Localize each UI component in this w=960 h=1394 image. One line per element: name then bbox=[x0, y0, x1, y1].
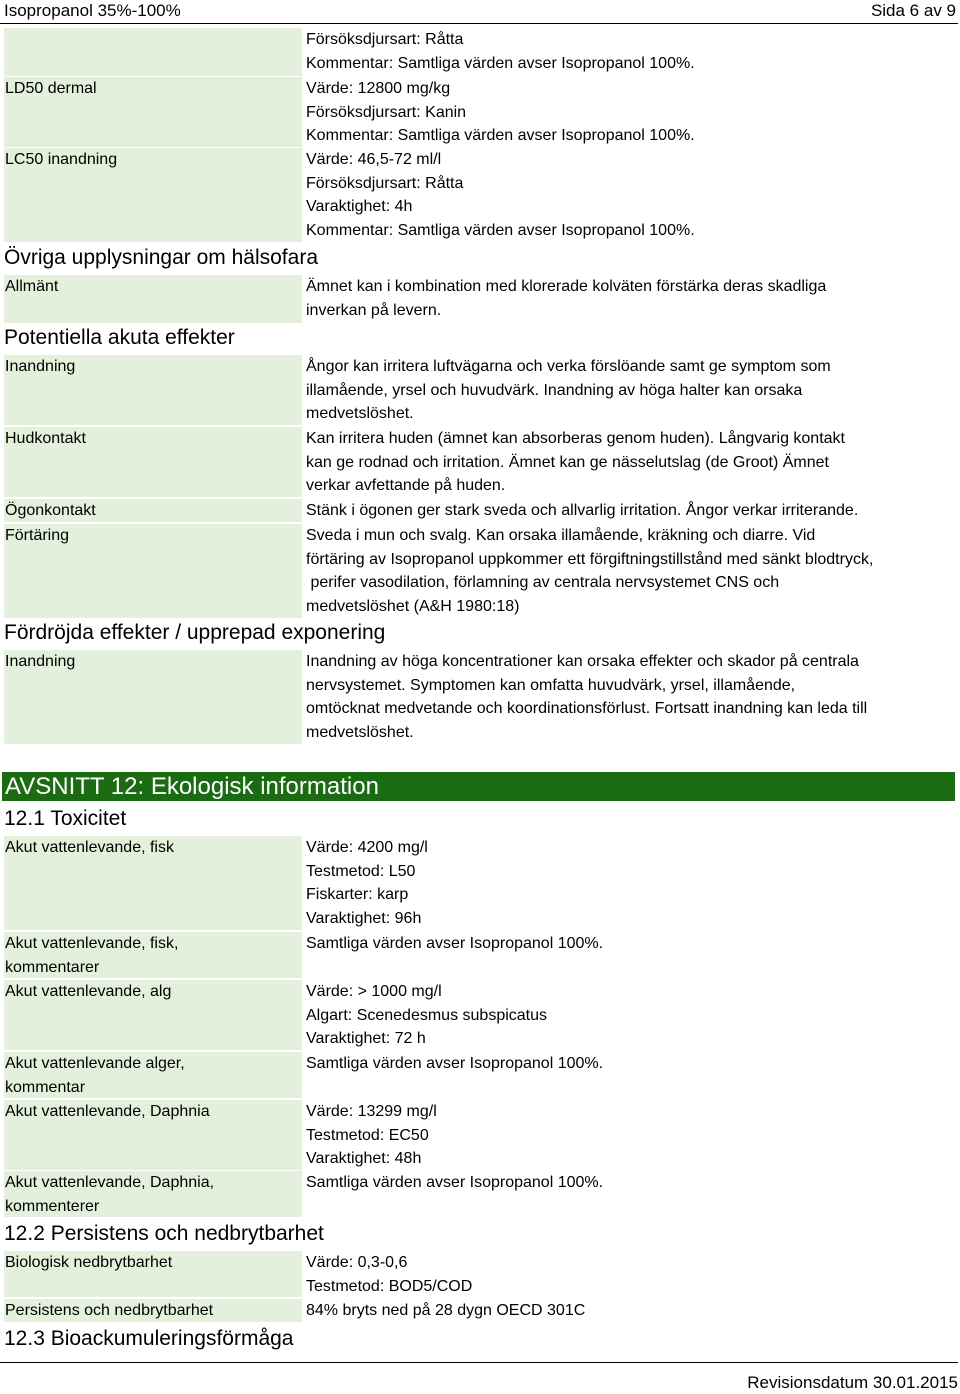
row-label: LC50 inandning bbox=[4, 148, 302, 242]
table-row bbox=[4, 836, 956, 930]
row-label bbox=[4, 1299, 302, 1322]
value-line: Varaktighet: 96h bbox=[306, 909, 422, 927]
row-label: Inandning bbox=[4, 650, 302, 744]
document-title: Isopropanol 35%-100% bbox=[4, 1, 181, 20]
row-label bbox=[4, 980, 302, 1050]
value-line: Samtliga värden avser Isopropanol 100%. bbox=[306, 1055, 604, 1072]
value-line: Värde: 13299 mg/l bbox=[306, 1103, 437, 1120]
row-value bbox=[306, 1171, 956, 1195]
row-label bbox=[4, 932, 302, 978]
row-label: Allmänt bbox=[4, 275, 302, 323]
value-line: perifer vasodilation, förlamning av centrala nervsystemet CNS och bbox=[306, 574, 780, 591]
value-line: Testmetod: BOD5/COD bbox=[306, 1277, 473, 1295]
value-line: Algart: Scenedesmus subspicatus bbox=[306, 1006, 548, 1024]
row-label bbox=[4, 1171, 302, 1217]
table-row bbox=[4, 275, 956, 323]
table-row bbox=[4, 355, 956, 425]
value-line: 84% bryts ned på 28 dygn OECD 301C bbox=[306, 1302, 586, 1319]
row-value bbox=[306, 275, 956, 322]
subsection-heading: 12.3 Bioackumuleringsförmåga bbox=[4, 1327, 294, 1350]
table-row bbox=[4, 650, 956, 744]
label-line: Akut vattenlevande, alg bbox=[5, 983, 172, 1000]
label-line: kommentar bbox=[5, 1079, 86, 1096]
value-line: Ämnet kan i kombination med klorerade kolväten förstärka deras skadliga bbox=[306, 278, 827, 295]
table-row bbox=[4, 932, 956, 978]
label-line: Akut vattenlevande, Daphnia bbox=[5, 1103, 210, 1120]
table-row bbox=[4, 524, 956, 618]
value-line: Kommentar: Samtliga värden avser Isopropanol 100%. bbox=[306, 127, 695, 144]
value-line: Värde: 4200 mg/l bbox=[306, 839, 428, 856]
table-row bbox=[4, 980, 956, 1050]
row-value bbox=[306, 524, 956, 618]
value-line: Värde: 0,3-0,6 bbox=[306, 1254, 408, 1271]
label-line: Persistens och nedbrytbarhet bbox=[5, 1302, 214, 1319]
value-line: inverkan på levern. bbox=[306, 301, 442, 319]
table-row bbox=[4, 1052, 956, 1098]
value-line: Varaktighet: 4h bbox=[306, 198, 413, 215]
label-line: kommenterer bbox=[5, 1198, 100, 1215]
row-value bbox=[306, 1052, 956, 1076]
value-line: medvetslöshet (A&H 1980:18) bbox=[306, 597, 520, 615]
table-row bbox=[4, 1251, 956, 1297]
value-line: Testmetod: L50 bbox=[306, 862, 416, 880]
value-line: Testmetod: EC50 bbox=[306, 1126, 429, 1144]
row-value bbox=[306, 499, 956, 523]
label-line: Akut vattenlevande alger, bbox=[5, 1055, 185, 1072]
row-label: LD50 dermal bbox=[4, 77, 302, 147]
value-line: Ångor kan irritera luftvägarna och verka förslöande samt ge symptom som bbox=[306, 358, 831, 375]
row-label bbox=[4, 1100, 302, 1170]
value-line: Värde: > 1000 mg/l bbox=[306, 983, 442, 1000]
value-line: Varaktighet: 72 h bbox=[306, 1030, 426, 1047]
footer-divider bbox=[0, 1362, 958, 1363]
row-label: Hudkontakt bbox=[4, 427, 302, 497]
value-line: medvetslöshet. bbox=[306, 723, 414, 741]
row-label: Ögonkontakt bbox=[4, 499, 302, 522]
value-line: Varaktighet: 48h bbox=[306, 1150, 422, 1167]
row-value bbox=[306, 148, 956, 242]
table-row bbox=[4, 148, 956, 242]
row-value bbox=[306, 28, 956, 75]
value-line: Inandning av höga koncentrationer kan orsaka effekter och skador på centrala bbox=[306, 653, 859, 670]
value-line: Samtliga värden avser Isopropanol 100%. bbox=[306, 935, 604, 952]
row-value bbox=[306, 836, 956, 930]
value-line: Försöksdjursart: Kanin bbox=[306, 103, 467, 121]
table-row bbox=[4, 1299, 956, 1322]
row-label bbox=[4, 28, 302, 76]
row-label bbox=[4, 1251, 302, 1297]
row-value bbox=[306, 932, 956, 956]
section-heading: Potentiella akuta effekter bbox=[4, 326, 235, 349]
subsection-heading: 12.1 Toxicitet bbox=[4, 807, 127, 830]
section-heading: Fördröjda effekter / upprepad exponering bbox=[4, 621, 386, 644]
value-line: Fiskarter: karp bbox=[306, 886, 409, 903]
table-row bbox=[4, 427, 956, 497]
table-row bbox=[4, 77, 956, 147]
row-value bbox=[306, 650, 956, 744]
page-number: Sida 6 av 9 bbox=[870, 1, 956, 20]
section-title: AVSNITT 12: Ekologisk information bbox=[5, 773, 379, 800]
value-line: Stänk i ögonen ger stark sveda och allvarlig irritation. Ångor verkar irriterande. bbox=[306, 502, 859, 519]
label-line: Akut vattenlevande, fisk bbox=[5, 839, 174, 856]
value-line: omtöcknat medvetande och koordinationsförlust. Fortsatt inandning kan leda till bbox=[306, 700, 868, 717]
row-value bbox=[306, 1100, 956, 1171]
section-banner bbox=[2, 772, 955, 801]
value-line: Värde: 46,5-72 ml/l bbox=[306, 151, 442, 168]
subsection-heading: 12.2 Persistens och nedbrytbarhet bbox=[4, 1222, 324, 1245]
row-value bbox=[306, 355, 956, 426]
value-line: Försöksdjursart: Råtta bbox=[306, 31, 464, 48]
row-value bbox=[306, 1251, 956, 1298]
revision-date: Revisionsdatum 30.01.2015 bbox=[747, 1373, 958, 1392]
row-value bbox=[306, 77, 956, 148]
table-row bbox=[4, 499, 956, 522]
label-line: Akut vattenlevande, fisk, bbox=[5, 935, 179, 952]
value-line: Kan irritera huden (ämnet kan absorberas genom huden). Långvarig kontakt bbox=[306, 430, 845, 447]
value-line: kan ge rodnad och irritation. Ämnet kan ge nässelutslag (de Groot) Ämnet bbox=[306, 453, 829, 471]
table-row bbox=[4, 28, 956, 76]
row-value bbox=[306, 427, 956, 498]
row-value bbox=[306, 980, 956, 1051]
value-line: Samtliga värden avser Isopropanol 100%. bbox=[306, 1174, 604, 1191]
value-line: Kommentar: Samtliga värden avser Isopropanol 100%. bbox=[306, 221, 695, 239]
table-row bbox=[4, 1100, 956, 1170]
page-header bbox=[0, 0, 958, 24]
row-value bbox=[306, 1299, 956, 1323]
label-line: Akut vattenlevande, Daphnia, bbox=[5, 1174, 215, 1191]
row-label: Förtäring bbox=[4, 524, 302, 618]
row-label bbox=[4, 1052, 302, 1098]
value-line: Sveda i mun och svalg. Kan orsaka illamående, kräkning och diarre. Vid bbox=[306, 527, 816, 544]
value-line: förtäring av Isopropanol uppkommer ett förgiftningstillstånd med sänkt blodtryck, bbox=[306, 550, 874, 568]
table-row bbox=[4, 1171, 956, 1217]
section-heading: Övriga upplysningar om hälsofara bbox=[4, 246, 318, 269]
row-label bbox=[4, 836, 302, 930]
value-line: verkar avfettande på huden. bbox=[306, 477, 506, 494]
value-line: medvetslöshet. bbox=[306, 405, 414, 422]
value-line: nervsystemet. Symptomen kan omfatta huvudvärk, yrsel, illamående, bbox=[306, 676, 796, 694]
value-line: Försöksdjursart: Råtta bbox=[306, 174, 464, 192]
label-line: Biologisk nedbrytbarhet bbox=[5, 1254, 173, 1271]
row-label: Inandning bbox=[4, 355, 302, 425]
value-line: illamående, yrsel och huvudvärk. Inandning av höga halter kan orsaka bbox=[306, 381, 803, 399]
value-line: Värde: 12800 mg/kg bbox=[306, 80, 451, 97]
value-line: Kommentar: Samtliga värden avser Isopropanol 100%. bbox=[306, 54, 695, 72]
label-line: kommentarer bbox=[5, 959, 100, 976]
